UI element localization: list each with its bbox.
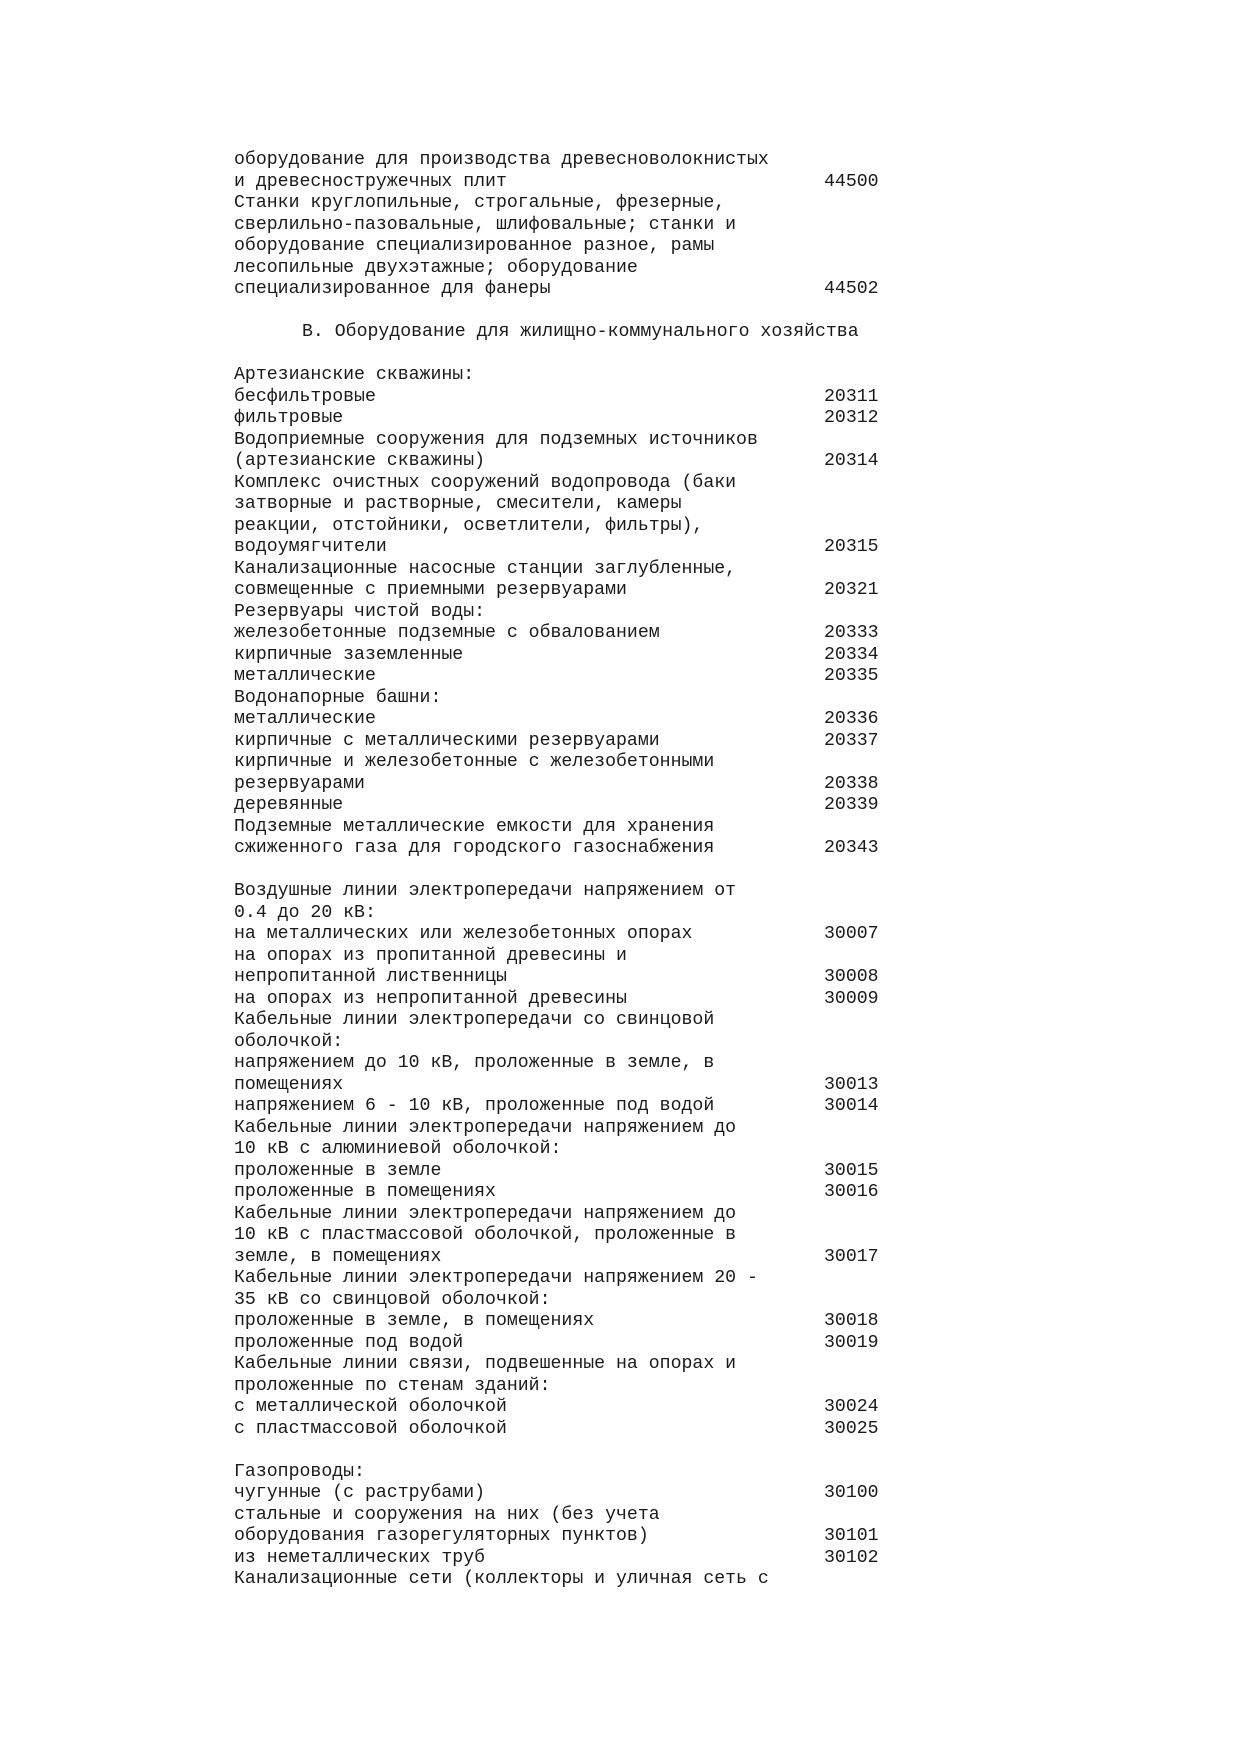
table-row — [234, 1204, 934, 1226]
table-row — [234, 258, 934, 280]
table-row — [234, 193, 934, 215]
row-description: 35 кВ со свинцовой оболочкой: — [234, 1289, 551, 1310]
row-description: 10 кВ с алюминиевой оболочкой: — [234, 1139, 562, 1159]
row-description: с пластмассовой оболочкой — [234, 1418, 507, 1439]
row-description: совмещенные с приемными резервуарами — [234, 580, 627, 600]
row-description: оборудование для производства древесноволокнистых — [234, 150, 769, 170]
row-description: (артезианские скважины) — [234, 451, 486, 471]
table-row — [234, 1569, 934, 1591]
row-description: 10 кВ с пластмассовой оболочкой, проложенные в — [234, 1225, 737, 1245]
table-row — [234, 1483, 934, 1505]
row-description: Кабельные линии электропередачи напряжением до — [234, 1117, 737, 1138]
row-description: стальные и сооружения на них (без учета — [234, 1504, 660, 1525]
table-row — [234, 494, 934, 516]
table-row — [234, 946, 934, 968]
table-row — [234, 1161, 934, 1183]
row-description: деревянные — [234, 795, 344, 815]
row-code: 20343 — [824, 838, 879, 858]
row-description: помещениях — [234, 1074, 344, 1095]
row-code: 44502 — [824, 279, 879, 299]
row-description: сжиженного газа для городского газоснабжения — [234, 838, 715, 858]
row-code: 20339 — [824, 795, 879, 815]
table-row — [234, 451, 934, 473]
table-row — [234, 1526, 934, 1548]
row-code: 30019 — [824, 1332, 879, 1353]
table-row — [234, 924, 934, 946]
row-description: Канализационные насосные станции заглубленные, — [234, 558, 737, 579]
section-heading: В. Оборудование для жилищно-коммунального хозяйства — [302, 322, 859, 342]
row-code: 20334 — [824, 644, 879, 665]
table-row — [234, 408, 934, 430]
row-code: 30007 — [824, 924, 879, 944]
row-code: 30024 — [824, 1397, 879, 1417]
row-description: оборудования газорегуляторных пунктов) — [234, 1526, 649, 1546]
table-row — [234, 967, 934, 989]
row-code: 30016 — [824, 1182, 879, 1202]
table-row — [234, 1268, 934, 1290]
row-description: Резервуары чистой воды: — [234, 601, 486, 622]
table-row — [234, 387, 934, 409]
row-description: на металлических или железобетонных опорах — [234, 924, 693, 944]
table-row — [234, 1333, 934, 1355]
spacer — [234, 860, 934, 882]
row-description: кирпичные и железобетонные с железобетонными — [234, 752, 715, 772]
row-code: 20311 — [824, 386, 879, 407]
row-code: 20333 — [824, 623, 879, 643]
table-row — [234, 1548, 934, 1570]
row-description: Кабельные линии связи, подвешенные на опорах и — [234, 1354, 737, 1374]
spacer — [234, 344, 934, 366]
table-row — [234, 903, 934, 925]
table-row — [234, 795, 934, 817]
row-description: специализированное для фанеры — [234, 279, 551, 299]
row-description: водоумягчители — [234, 537, 387, 557]
row-code: 20312 — [824, 408, 879, 428]
row-description: Артезианские скважины: — [234, 365, 475, 385]
row-description: оболочкой: — [234, 1031, 344, 1052]
row-description: на опорах из пропитанной древесины и — [234, 945, 627, 966]
row-code: 30100 — [824, 1483, 879, 1503]
table-row — [234, 1118, 934, 1140]
spacer — [234, 301, 934, 323]
table-row — [234, 666, 934, 688]
table-row — [234, 1053, 934, 1075]
row-description: металлические — [234, 666, 376, 686]
table-row — [234, 1397, 934, 1419]
row-description: непропитанной лиственницы — [234, 967, 507, 987]
row-code: 30015 — [824, 1160, 879, 1181]
row-description: бесфильтровые — [234, 386, 376, 407]
spacer — [234, 1440, 934, 1462]
table-row — [234, 602, 934, 624]
table-row — [234, 688, 934, 710]
row-code: 30008 — [824, 967, 879, 987]
row-description: кирпичные с металлическими резервуарами — [234, 730, 660, 751]
table-row — [234, 580, 934, 602]
table-row — [234, 1247, 934, 1269]
table-row — [234, 430, 934, 452]
row-description: напряжением 6 - 10 кВ, проложенные под водой — [234, 1096, 715, 1116]
document-page — [234, 150, 934, 1591]
row-description: 0.4 до 20 кВ: — [234, 902, 376, 923]
row-description: Комплекс очистных сооружений водопровода (баки — [234, 472, 737, 493]
row-code: 20337 — [824, 730, 879, 751]
table-row — [234, 537, 934, 559]
table-row — [234, 1096, 934, 1118]
table-row — [234, 731, 934, 753]
table-row — [234, 172, 934, 194]
table-row — [234, 1139, 934, 1161]
table-row — [234, 365, 934, 387]
row-description: реакции, отстойники, осветлители, фильтры), — [234, 515, 704, 536]
row-description: проложенные в помещениях — [234, 1182, 496, 1202]
table-row — [234, 1419, 934, 1441]
row-description: Кабельные линии электропередачи со свинцовой — [234, 1010, 715, 1030]
table-row — [234, 645, 934, 667]
row-description: Водонапорные башни: — [234, 687, 442, 708]
row-description: железобетонные подземные с обвалованием — [234, 623, 660, 643]
equipment-list-power-lines — [234, 881, 934, 1440]
row-description: лесопильные двухэтажные; оборудование — [234, 257, 638, 278]
row-description: затворные и растворные, смесители, камеры — [234, 494, 682, 514]
row-description: Станки круглопильные, строгальные, фрезерные, — [234, 193, 726, 213]
row-code: 30009 — [824, 988, 879, 1009]
equipment-list-water-supply — [234, 365, 934, 860]
table-row — [234, 838, 934, 860]
table-row — [234, 516, 934, 538]
row-code: 20321 — [824, 580, 879, 600]
row-description: с металлической оболочкой — [234, 1397, 507, 1417]
row-description: проложенные в земле, в помещениях — [234, 1311, 595, 1331]
table-row — [234, 989, 934, 1011]
row-code: 30025 — [824, 1418, 879, 1439]
row-description: напряжением до 10 кВ, проложенные в земле, в — [234, 1053, 715, 1073]
table-row — [234, 817, 934, 839]
row-code: 30017 — [824, 1246, 879, 1267]
table-row — [234, 881, 934, 903]
table-row — [234, 150, 934, 172]
table-row — [234, 473, 934, 495]
table-row — [234, 1354, 934, 1376]
row-description: чугунные (с раструбами) — [234, 1483, 486, 1503]
row-description: оборудование специализированное разное, рамы — [234, 236, 715, 256]
row-code: 20336 — [824, 709, 879, 729]
row-code: 20335 — [824, 666, 879, 686]
row-description: резервуарами — [234, 773, 365, 794]
row-description: Канализационные сети (коллекторы и уличная сеть с — [234, 1569, 769, 1589]
row-code: 20338 — [824, 773, 879, 794]
table-row — [234, 1505, 934, 1527]
table-row — [234, 752, 934, 774]
table-row — [234, 1010, 934, 1032]
table-row — [234, 1290, 934, 1312]
row-description: Газопроводы: — [234, 1461, 365, 1482]
row-code: 30014 — [824, 1096, 879, 1116]
table-row — [234, 1311, 934, 1333]
row-description: металлические — [234, 709, 376, 729]
row-description: Кабельные линии электропередачи напряжением до — [234, 1203, 737, 1224]
row-code: 20315 — [824, 537, 879, 557]
row-code: 20314 — [824, 451, 879, 471]
row-description: Воздушные линии электропередачи напряжением от — [234, 881, 737, 901]
row-code: 30101 — [824, 1526, 879, 1546]
equipment-list-gas-pipelines — [234, 1462, 934, 1591]
row-description: земле, в помещениях — [234, 1246, 442, 1267]
row-code: 30013 — [824, 1074, 879, 1095]
table-row — [234, 1225, 934, 1247]
row-code: 30018 — [824, 1311, 879, 1331]
table-row — [234, 1376, 934, 1398]
row-description: Подземные металлические емкости для хранения — [234, 816, 715, 837]
row-description: проложенные под водой — [234, 1332, 464, 1353]
table-row — [234, 215, 934, 237]
row-description: на опорах из непропитанной древесины — [234, 988, 627, 1009]
row-description: кирпичные заземленные — [234, 644, 464, 665]
row-description: Водоприемные сооружения для подземных источников — [234, 429, 758, 450]
row-description: из неметаллических труб — [234, 1547, 486, 1568]
equipment-list-woodworking — [234, 150, 934, 301]
row-description: проложенные в земле — [234, 1160, 442, 1181]
table-row — [234, 709, 934, 731]
table-row — [234, 559, 934, 581]
table-row — [234, 623, 934, 645]
table-row — [234, 1075, 934, 1097]
row-description: проложенные по стенам зданий: — [234, 1375, 551, 1396]
table-row — [234, 236, 934, 258]
row-description: Кабельные линии электропередачи напряжением 20 - — [234, 1268, 758, 1288]
table-row — [234, 1182, 934, 1204]
row-description: сверлильно-пазовальные, шлифовальные; станки и — [234, 214, 737, 235]
table-row — [234, 774, 934, 796]
row-code: 30102 — [824, 1547, 879, 1568]
row-description: и древесностружечных плит — [234, 171, 507, 192]
table-row — [234, 1462, 934, 1484]
row-code: 44500 — [824, 171, 879, 192]
table-row — [234, 279, 934, 301]
row-description: фильтровые — [234, 408, 344, 428]
table-row — [234, 1032, 934, 1054]
